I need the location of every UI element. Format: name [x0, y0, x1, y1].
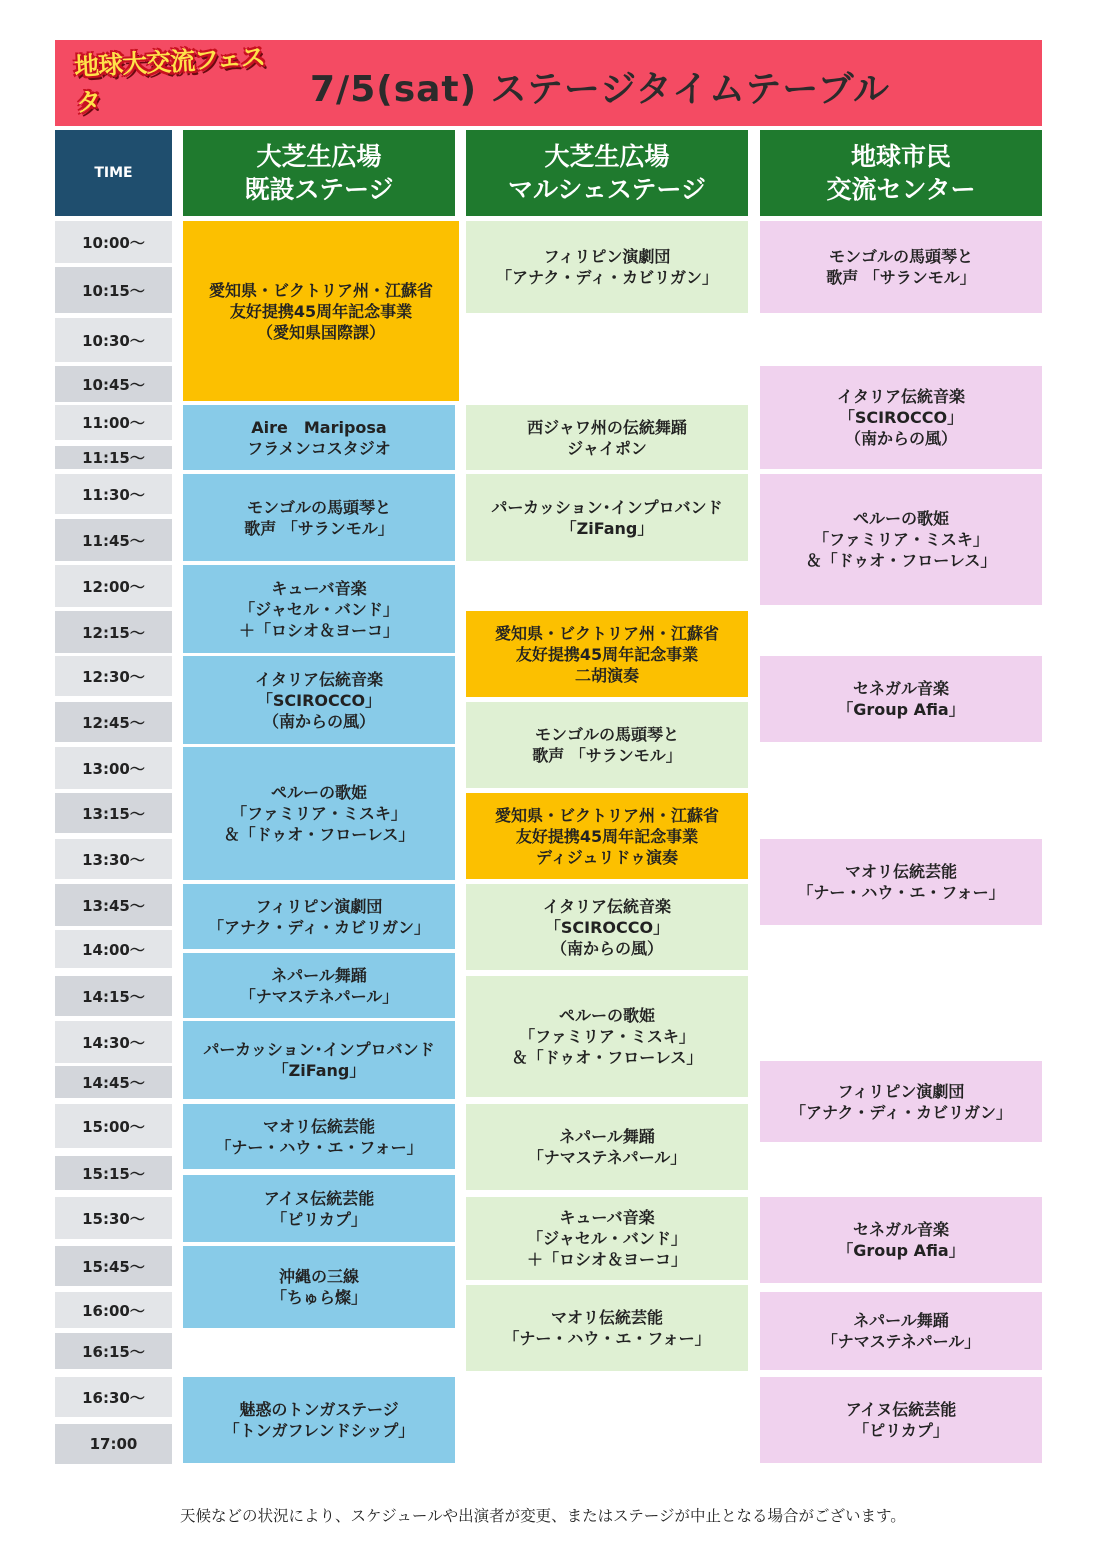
stage2-event — [466, 405, 748, 470]
event-line: 「SCIROCCO」 — [256, 690, 382, 710]
event-line: 友好提携45周年記念事業 — [515, 644, 699, 664]
event-line: 歌声 「サランモル」 — [244, 518, 394, 538]
stage2-header-line1: 大芝生広場 — [544, 142, 670, 171]
time-slot: 14:00〜 — [55, 930, 172, 968]
stage2-event — [466, 1197, 748, 1280]
time-slot: 11:30〜 — [55, 474, 172, 514]
time-slot: 12:00〜 — [55, 565, 172, 607]
event-line: ＋「ロシオ＆ヨーコ」 — [526, 1250, 687, 1269]
stage1-event — [183, 953, 455, 1018]
time-slot: 12:45〜 — [55, 702, 172, 742]
stage2-event — [466, 976, 748, 1097]
time-slot: 12:15〜 — [55, 611, 172, 653]
event-line: モンゴルの馬頭琴と — [828, 247, 973, 266]
event-line: アイヌ伝統芸能 — [845, 1400, 957, 1419]
event-line: フラメンコスタジオ — [247, 438, 391, 458]
event-line: （南からの風） — [550, 938, 663, 958]
event-line: 歌声 「サランモル」 — [532, 746, 682, 765]
time-slot: 13:15〜 — [55, 793, 172, 833]
event-line: ペルーの歌姫 — [852, 509, 949, 528]
event-line: ＋「ロシオ＆ヨーコ」 — [238, 620, 399, 640]
time-slot: 13:00〜 — [55, 747, 172, 789]
event-line: 「ジャセル・バンド」 — [239, 599, 399, 619]
time-slot: 10:15〜 — [55, 267, 172, 313]
event-line: フィリピン演劇団 — [837, 1081, 965, 1101]
event-line: 「ナマステネパール」 — [239, 986, 399, 1006]
event-line: 「ナマステネパール」 — [527, 1148, 687, 1167]
festival-logo: 地球大交流フェスタ — [73, 42, 266, 118]
time-slot: 15:00〜 — [55, 1104, 172, 1148]
footer-note: 天候などの状況により、スケジュールや出演者が変更、またはステージが中止となる場合がございます。 — [180, 1507, 906, 1525]
event-line: ペルーの歌姫 — [270, 783, 367, 802]
time-slot: 11:45〜 — [55, 519, 172, 561]
time-slot: 10:45〜 — [55, 366, 172, 402]
event-line: ネパール舞踊 — [853, 1311, 949, 1330]
event-line: パーカッション･インプロバンド — [491, 497, 723, 517]
stage1-event — [183, 474, 455, 561]
event-line: 「ジャセル・バンド」 — [527, 1229, 687, 1248]
time-slot: 15:30〜 — [55, 1197, 172, 1239]
stage2-event — [466, 884, 748, 970]
event-line: ディジュリドゥ演奏 — [535, 847, 678, 867]
stage3-header — [760, 130, 1042, 216]
event-line: 魅惑のトンガステージ — [239, 1400, 399, 1419]
stage2-event — [466, 221, 748, 313]
event-line: セネガル音楽 — [852, 679, 949, 698]
time-slot: 13:45〜 — [55, 884, 172, 926]
stage1-event — [183, 565, 455, 653]
time-slot: 16:15〜 — [55, 1333, 172, 1369]
stage1-event — [183, 1021, 455, 1099]
stage2-event — [466, 611, 748, 697]
time-slot: 16:00〜 — [55, 1292, 172, 1328]
event-line: 愛知県・ビクトリア州・江蘇省 — [208, 280, 433, 300]
stage2-event — [466, 1104, 748, 1190]
stage2-header-line2: マルシェステージ — [508, 175, 706, 204]
event-line: 「ちゅら燦」 — [270, 1288, 367, 1307]
time-slot: 15:15〜 — [55, 1156, 172, 1190]
event-line: 「アナク・ディ・カビリガン」 — [496, 268, 718, 287]
event-line: 「Group Afia」 — [837, 700, 965, 719]
event-line: 「ナー・ハウ・エ・フォー」 — [797, 883, 1005, 902]
stage1-event — [183, 221, 459, 401]
event-line: 「ファミリア・ミスキ」 — [813, 530, 989, 549]
stage2-event — [466, 793, 748, 879]
event-line: ＆「ドゥオ・フローレス」 — [223, 825, 415, 844]
event-line: マオリ伝統芸能 — [844, 862, 957, 881]
stage3-event — [760, 656, 1042, 742]
stage3-event — [760, 1061, 1042, 1142]
event-line: ネパール舞踊 — [271, 965, 367, 985]
page-title: 7/5(sat) ステージタイムテーブル — [310, 68, 891, 110]
stage1-header-line2: 既設ステージ — [244, 175, 394, 204]
event-line: マオリ伝統芸能 — [550, 1308, 663, 1327]
time-slot: 14:30〜 — [55, 1021, 172, 1063]
event-line: 「SCIROCCO」 — [838, 408, 964, 427]
event-line: 二胡演奏 — [574, 665, 639, 685]
event-line: 「ナー・ハウ・エ・フォー」 — [503, 1329, 711, 1348]
event-line: フィリピン演劇団 — [543, 247, 671, 266]
event-line: キューバ音楽 — [271, 578, 367, 598]
event-line: （南からの風） — [844, 429, 957, 448]
time-slot: 12:30〜 — [55, 656, 172, 696]
event-line: ペルーの歌姫 — [558, 1006, 655, 1025]
stage3-event — [760, 221, 1042, 313]
time-slot: 14:45〜 — [55, 1066, 172, 1098]
event-line: ＆「ドゥオ・フローレス」 — [805, 551, 997, 570]
event-line: 歌声 「サランモル」 — [826, 268, 976, 287]
event-line: キューバ音楽 — [559, 1208, 655, 1227]
event-line: 「アナク・ディ・カビリガン」 — [790, 1102, 1012, 1122]
stage2-event — [466, 474, 748, 561]
event-line: 友好提携45周年記念事業 — [515, 826, 699, 846]
event-line: 「アナク・ディ・カビリガン」 — [208, 917, 430, 937]
stage1-event — [183, 1377, 455, 1463]
event-line: モンゴルの馬頭琴と — [534, 725, 679, 744]
event-line: ネパール舞踊 — [559, 1127, 655, 1146]
stage3-header-line1: 地球市民 — [850, 142, 951, 171]
stage1-event — [183, 1104, 455, 1169]
event-line: イタリア伝統音楽 — [542, 896, 671, 916]
stage3-event — [760, 474, 1042, 605]
event-line: ジャイポン — [567, 438, 647, 458]
event-line: （南からの風） — [262, 711, 375, 731]
event-line: イタリア伝統音楽 — [836, 387, 965, 406]
event-line: 「ピリカプ」 — [271, 1209, 367, 1229]
event-line: 「トンガフレンドシップ」 — [223, 1421, 415, 1440]
event-line: 「ファミリア・ミスキ」 — [519, 1027, 695, 1046]
event-line: フィリピン演劇団 — [255, 896, 383, 916]
event-line: マオリ伝統芸能 — [262, 1116, 375, 1136]
stage1-header-line1: 大芝生広場 — [256, 142, 382, 171]
stage2-event — [466, 702, 748, 788]
event-line: ＆「ドゥオ・フローレス」 — [511, 1048, 703, 1067]
event-line: 愛知県・ビクトリア州・江蘇省 — [494, 805, 719, 825]
stage3-header-line2: 交流センター — [826, 175, 976, 204]
event-line: セネガル音楽 — [852, 1220, 949, 1239]
stage1-event — [183, 1246, 455, 1328]
event-line: パーカッション･インプロバンド — [203, 1040, 435, 1059]
event-line: 西ジャワ州の伝統舞踊 — [527, 417, 687, 437]
stage3-event — [760, 1377, 1042, 1463]
event-line: モンゴルの馬頭琴と — [246, 497, 391, 517]
time-slot: 15:45〜 — [55, 1246, 172, 1286]
stage1-event — [183, 656, 455, 744]
event-line: （愛知県国際課） — [256, 322, 385, 342]
event-line: 「ナー・ハウ・エ・フォー」 — [215, 1137, 423, 1157]
event-line: 友好提携45周年記念事業 — [229, 301, 413, 321]
event-line: 「ZiFang」 — [272, 1061, 366, 1080]
stage2-event — [466, 1285, 748, 1371]
stage1-event — [183, 1175, 455, 1242]
event-line: Aire Mariposa — [251, 417, 387, 437]
time-slot: 17:00 — [55, 1424, 172, 1464]
time-slot: 16:30〜 — [55, 1377, 172, 1417]
stage1-event — [183, 405, 455, 470]
event-line: 「ファミリア・ミスキ」 — [231, 804, 407, 823]
stage3-event — [760, 366, 1042, 469]
time-slot: 10:00〜 — [55, 221, 172, 263]
event-line: 「ピリカプ」 — [853, 1421, 949, 1440]
event-line: アイヌ伝統芸能 — [263, 1188, 375, 1208]
time-column-header: TIME — [55, 130, 172, 216]
event-line: 「SCIROCCO」 — [544, 917, 670, 937]
stage1-event — [183, 747, 455, 880]
event-line: 「Group Afia」 — [837, 1241, 965, 1260]
time-slot: 14:15〜 — [55, 976, 172, 1016]
event-line: 「ナマステネパール」 — [821, 1332, 981, 1351]
time-slot: 10:30〜 — [55, 318, 172, 362]
stage2-header — [466, 130, 748, 216]
time-slot: 11:00〜 — [55, 405, 172, 440]
event-line: イタリア伝統音楽 — [254, 669, 383, 689]
stage3-event — [760, 1292, 1042, 1370]
event-line: 「ZiFang」 — [560, 518, 654, 538]
stage1-event — [183, 884, 455, 949]
stage1-header — [183, 130, 455, 216]
time-slot: 13:30〜 — [55, 839, 172, 879]
event-line: 沖縄の三線 — [278, 1267, 359, 1286]
time-slot: 11:15〜 — [55, 446, 172, 469]
stage3-event — [760, 1197, 1042, 1283]
stage3-event — [760, 839, 1042, 925]
event-line: 愛知県・ビクトリア州・江蘇省 — [494, 623, 719, 643]
